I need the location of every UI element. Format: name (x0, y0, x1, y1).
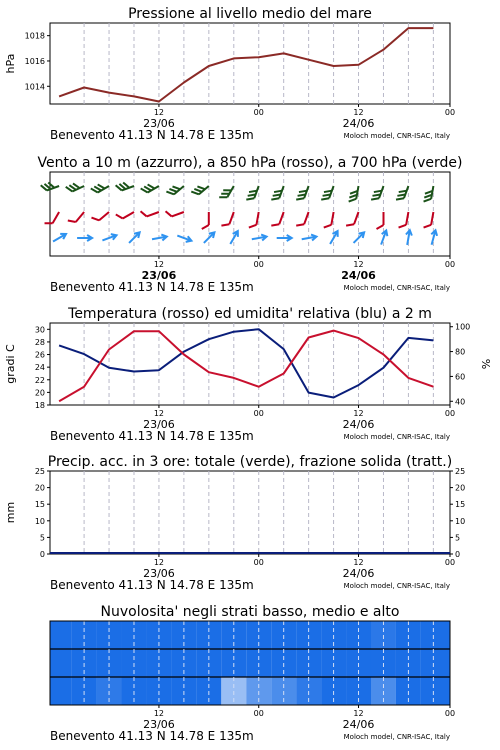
wind-barb-700hpa (116, 179, 134, 191)
x-tick-label: 12 (353, 108, 364, 117)
plot-frame (50, 323, 450, 405)
arrow-shaft (129, 233, 139, 243)
y2-tick-label: 60 (455, 372, 466, 382)
y2-tick-label: 0 (455, 550, 461, 559)
wind-arrow-10m (277, 235, 292, 241)
y2-tick-label: 80 (455, 347, 466, 357)
wind-barb-850hpa (249, 211, 259, 229)
x-tick-label: 12 (153, 108, 165, 117)
barb-feather (271, 222, 279, 228)
x-tick-label: 12 (353, 709, 364, 718)
wind-barb-850hpa (296, 210, 308, 228)
chart-title: Vento a 10 m (azzurro), a 850 hPa (rosso), a 700 hPa (verde) (37, 155, 463, 171)
x-tick-label: 00 (253, 709, 264, 718)
wind-barb-700hpa (321, 184, 333, 202)
wind-barb-850hpa (141, 205, 159, 217)
barb-feather (296, 196, 304, 202)
location-label: Benevento 41.13 N 14.78 E 135m (50, 578, 254, 592)
cloud-cell-medio (421, 649, 450, 677)
wind-barb-700hpa (396, 184, 408, 202)
wind-barb-850hpa (45, 209, 60, 227)
y-tick-label: 26 (34, 350, 45, 360)
arrow-shaft (354, 233, 364, 243)
model-credit: Moloch model, CNR-ISAC, Italy (343, 284, 450, 292)
wind-arrow-10m (151, 234, 167, 243)
pressure-line (59, 28, 433, 101)
y-axis-label: mm (4, 501, 17, 524)
chart-title: Pressione al livello medio del mare (128, 6, 372, 22)
barb-feather (371, 196, 379, 202)
x-tick-label: 00 (253, 108, 264, 117)
model-credit: Moloch model, CNR-ISAC, Italy (343, 582, 450, 590)
date-label: 24/06 (341, 269, 376, 282)
x-tick-label: 00 (444, 709, 456, 718)
date-label: 23/06 (143, 718, 175, 731)
barb-shaft (279, 212, 283, 224)
wind-arrow-10m (301, 234, 317, 243)
y-tick-label: 1016 (24, 56, 45, 66)
wind-barb-700hpa (271, 184, 283, 202)
y-tick-label: 1014 (24, 82, 45, 92)
wind-barb-700hpa (371, 184, 383, 202)
wind-barb-700hpa (66, 180, 84, 194)
cloud-cell-basso (50, 677, 72, 705)
x-tick-label: 12 (153, 558, 165, 567)
y2-tick-label: 100 (455, 322, 471, 332)
barb-feather (399, 224, 407, 229)
wind-barb-850hpa (399, 211, 409, 229)
barb-shaft (172, 212, 184, 216)
date-label: 23/06 (141, 269, 177, 282)
barb-shaft (354, 212, 358, 224)
cloud-cell-basso (421, 677, 450, 705)
barb-feather (141, 210, 147, 218)
barb-shaft (229, 212, 233, 224)
wind-barb-850hpa (68, 208, 84, 226)
wind-barb-700hpa (219, 183, 234, 201)
y-tick-label: 20 (34, 388, 45, 398)
barb-feather (296, 222, 304, 228)
chart-title: Precip. acc. in 3 ore: totale (verde), frazione solida (tratt.) (47, 454, 453, 470)
y-tick-label: 5 (39, 533, 45, 543)
wind-barb-700hpa (246, 184, 258, 202)
x-tick-label: 12 (153, 260, 165, 269)
x-tick-label: 12 (353, 409, 364, 418)
y2-tick-label: 5 (455, 533, 461, 543)
barb-feather (219, 194, 227, 201)
y-tick-label: 22 (34, 375, 45, 385)
y2-tick-label: 40 (455, 397, 466, 407)
x-tick-label: 12 (353, 260, 364, 269)
wind-barb-850hpa (271, 210, 283, 228)
y2-axis-label: % (480, 358, 493, 370)
wind-barb-700hpa (349, 185, 359, 203)
cloud-cell-medio (50, 649, 72, 677)
x-tick-label: 00 (253, 409, 264, 418)
y2-tick-label: 25 (455, 467, 466, 476)
x-tick-label: 12 (353, 558, 364, 567)
y-tick-label: 20 (34, 483, 45, 493)
barb-feather (396, 196, 404, 202)
model-credit: Moloch model, CNR-ISAC, Italy (343, 132, 450, 140)
wind-barb-850hpa (202, 212, 209, 229)
barb-feather (424, 224, 432, 229)
wind-barb-700hpa (141, 180, 159, 195)
barb-shaft (123, 212, 134, 219)
wind-arrow-10m (52, 231, 68, 244)
chart-title: Temperatura (rosso) ed umidita' relativa (blu) a 2 m (68, 306, 432, 322)
wind-barb-850hpa (377, 212, 384, 229)
x-tick-label: 12 (153, 709, 165, 718)
barb-feather (249, 224, 257, 229)
wind-barb-850hpa (424, 211, 434, 229)
y-tick-label: 1018 (24, 31, 45, 41)
y-tick-label: 24 (34, 363, 45, 373)
y-tick-label: 30 (34, 325, 45, 335)
y2-tick-label: 15 (455, 500, 466, 510)
barb-feather (324, 224, 332, 229)
wind-arrow-10m (251, 234, 267, 243)
x-tick-label: 00 (444, 108, 456, 117)
model-credit: Moloch model, CNR-ISAC, Italy (343, 433, 450, 441)
barb-feather (246, 196, 254, 202)
date-label: 24/06 (342, 567, 375, 580)
barb-shaft (279, 186, 283, 198)
cloud-cell-alto (421, 621, 450, 649)
date-label: 23/06 (143, 117, 175, 130)
wind-barb-850hpa (221, 210, 233, 228)
wind-barb-700hpa (191, 181, 209, 197)
plot-frame (50, 471, 450, 554)
y-tick-label: 18 (34, 401, 45, 410)
date-label: 24/06 (342, 718, 375, 731)
y-tick-label: 10 (34, 516, 45, 526)
y-axis-label: hPa (4, 53, 17, 74)
barb-feather (68, 217, 76, 225)
barb-shaft (379, 186, 383, 198)
barb-feather (321, 196, 329, 202)
barb-shaft (404, 186, 408, 198)
barb-feather (166, 210, 172, 218)
location-label: Benevento 41.13 N 14.78 E 135m (50, 729, 254, 743)
barb-feather (377, 225, 384, 229)
humidity-line (59, 329, 433, 397)
x-tick-label: 00 (444, 409, 456, 418)
date-label: 23/06 (143, 567, 175, 580)
barb-feather (271, 196, 279, 202)
y2-tick-label: 20 (455, 483, 466, 493)
y-tick-label: 15 (34, 500, 45, 510)
wind-arrow-10m (176, 233, 192, 244)
barb-shaft (147, 212, 159, 216)
wind-barb-850hpa (166, 205, 184, 217)
y-axis-label: gradi C (4, 344, 17, 384)
plot-frame (50, 172, 450, 256)
wind-barb-700hpa (424, 185, 434, 203)
barb-feather (346, 222, 354, 228)
location-label: Benevento 41.13 N 14.78 E 135m (50, 128, 254, 142)
x-tick-label: 00 (444, 260, 456, 269)
barb-shaft (227, 186, 234, 197)
wind-arrow-10m (404, 230, 413, 246)
barb-feather (221, 222, 229, 228)
y-tick-label: 25 (34, 467, 45, 476)
barb-shaft (304, 212, 308, 224)
date-label: 23/06 (143, 418, 175, 431)
barb-shaft (254, 186, 258, 198)
x-tick-label: 12 (153, 409, 165, 418)
wind-barb-850hpa (324, 211, 334, 229)
y-tick-label: 0 (39, 550, 45, 559)
barb-feather (116, 212, 123, 220)
wind-arrow-10m (101, 232, 117, 243)
barb-shaft (304, 186, 308, 198)
barb-feather (91, 215, 99, 223)
x-tick-label: 00 (444, 558, 456, 567)
barb-shaft (329, 186, 333, 198)
x-tick-label: 00 (253, 558, 264, 567)
barb-shaft (53, 212, 60, 223)
date-label: 24/06 (342, 117, 375, 130)
model-credit: Moloch model, CNR-ISAC, Italy (343, 733, 450, 741)
y2-tick-label: 10 (455, 516, 466, 526)
wind-barb-850hpa (116, 206, 134, 221)
arrow-shaft (204, 233, 214, 243)
wind-barb-850hpa (346, 210, 358, 228)
x-tick-label: 00 (253, 260, 264, 269)
location-label: Benevento 41.13 N 14.78 E 135m (50, 280, 254, 294)
wind-arrow-10m (77, 235, 92, 241)
barb-feather (202, 225, 209, 229)
wind-barb-700hpa (166, 181, 184, 197)
barb-shaft (99, 212, 109, 220)
cloud-cell-alto (50, 621, 72, 649)
wind-barb-850hpa (91, 207, 109, 223)
y-tick-label: 28 (34, 337, 45, 347)
wind-barb-700hpa (91, 180, 109, 195)
barb-shaft (76, 212, 84, 222)
wind-barb-700hpa (296, 184, 308, 202)
chart-title: Nuvolosita' negli strati basso, medio e alto (100, 604, 400, 620)
date-label: 24/06 (342, 418, 375, 431)
barb-feather (45, 220, 53, 227)
precip-bar (347, 552, 369, 554)
temperature-line (59, 331, 433, 402)
location-label: Benevento 41.13 N 14.78 E 135m (50, 429, 254, 443)
